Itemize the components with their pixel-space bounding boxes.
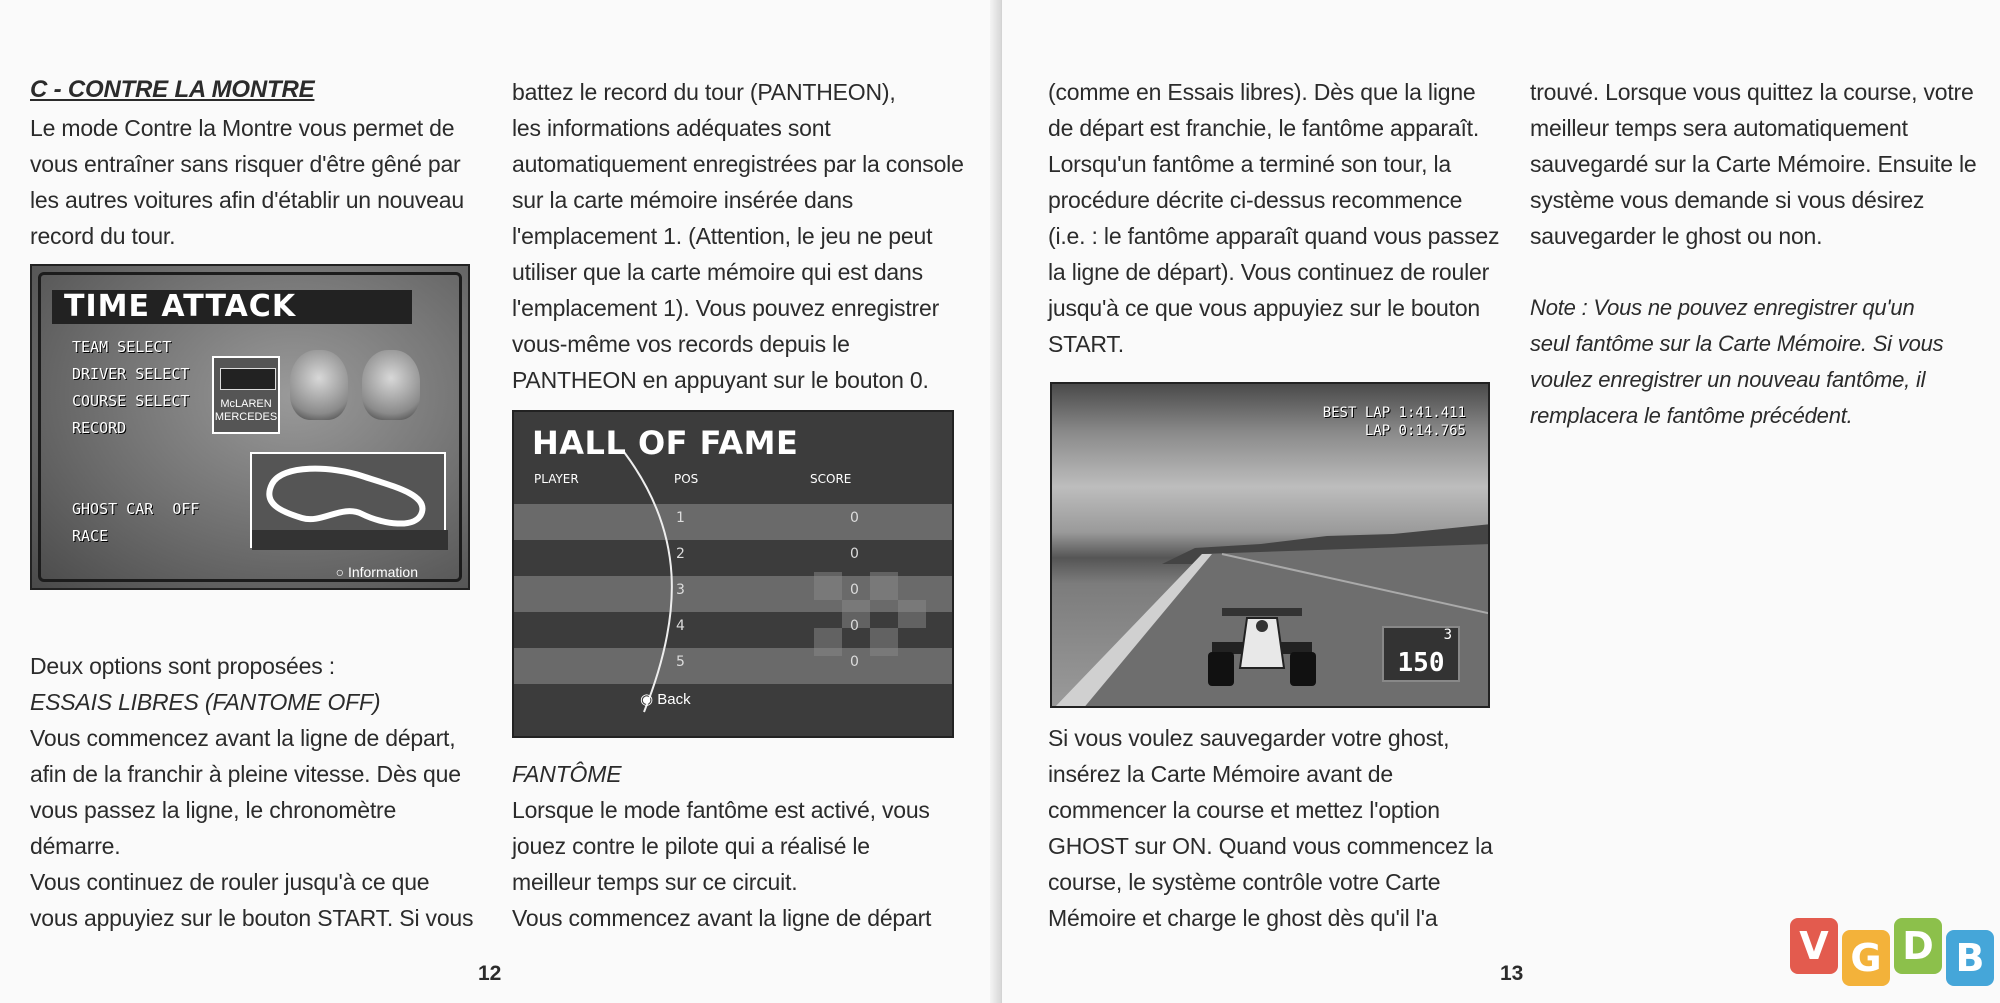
section-heading: C - CONTRE LA MONTRE	[30, 76, 315, 103]
pos-2: 2	[676, 546, 685, 562]
hall-of-fame-screenshot	[512, 410, 954, 738]
text-line: procédure décrite ci-dessus recommence	[1048, 187, 1463, 213]
text-line: système vous demande si vous désirez	[1530, 187, 1925, 213]
text-line: Si vous voulez sauvegarder votre ghost,	[1048, 725, 1450, 751]
text-line: automatiquement enregistrées par la console	[512, 151, 964, 177]
score-3: 0	[850, 582, 859, 598]
text-line: utiliser que la carte mémoire qui est dans	[512, 259, 923, 285]
race-car	[1202, 598, 1322, 688]
menu-driver-select: DRIVER SELECT	[72, 365, 190, 383]
column-2-bottom	[512, 756, 972, 936]
text-line: trouvé. Lorsque vous quittez la course, votre	[1530, 79, 1974, 105]
column-4	[1530, 74, 1990, 434]
page-number: 12	[478, 962, 502, 985]
essais-line: afin de la franchir à pleine vitesse. Dès que	[30, 761, 461, 787]
fantome-line: Lorsque le mode fantôme est activé, vous	[512, 797, 930, 823]
column-2	[512, 74, 972, 398]
text-line: GHOST sur ON. Quand vous commencez la	[1048, 833, 1493, 859]
fantome-heading: FANTÔME	[512, 761, 622, 787]
pos-5: 5	[676, 654, 685, 670]
note-line: seul fantôme sur la Carte Mémoire. Si vous	[1530, 331, 1944, 356]
essais-line: Vous commencez avant la ligne de départ,	[30, 725, 456, 751]
column-pos: POS	[674, 472, 699, 486]
pos-3: 3	[676, 582, 685, 598]
driver-portrait	[290, 350, 348, 420]
menu-course-select: COURSE SELECT	[72, 392, 190, 410]
logo-letter-b: B	[1946, 930, 1994, 986]
text-line: insérez la Carte Mémoire avant de	[1048, 761, 1393, 787]
time-attack-screenshot	[30, 264, 470, 590]
text-line: la ligne de départ). Vous continuez de rouler	[1048, 259, 1490, 285]
menu-race: RACE	[72, 527, 109, 545]
menu-record: RECORD	[72, 419, 127, 437]
logo-letter-d: D	[1894, 918, 1942, 974]
hall-of-fame-title: HALL OF FAME	[532, 424, 799, 462]
race-position: 3	[1443, 627, 1452, 643]
essais-line: vous passez la ligne, le chronomètre	[30, 797, 397, 823]
note-line: voulez enregistrer un nouveau fantôme, il	[1530, 367, 1926, 392]
intro-line: Le mode Contre la Montre vous permet de	[30, 115, 455, 141]
driver-portrait	[362, 350, 420, 420]
score-2: 0	[850, 546, 859, 562]
text-line: START.	[1048, 331, 1124, 357]
time-attack-title: TIME ATTACK	[52, 290, 412, 324]
text-line: l'emplacement 1. (Attention, le jeu ne peut	[512, 223, 933, 249]
logo-letter-v: V	[1790, 918, 1838, 974]
pos-1: 1	[676, 510, 685, 526]
text-line: battez le record du tour (PANTHEON),	[512, 79, 896, 105]
essais-line: Vous continuez de rouler jusqu'à ce que	[30, 869, 430, 895]
column-player: PLAYER	[534, 472, 579, 486]
essais-line: vous appuyiez sur le bouton START. Si vous	[30, 905, 474, 931]
note-line: Note : Vous ne pouvez enregistrer qu'un	[1530, 295, 1915, 320]
essais-heading: ESSAIS LIBRES (FANTOME OFF)	[30, 689, 381, 715]
left-page	[0, 0, 997, 1003]
fantome-line: Vous commencez avant la ligne de départ	[512, 905, 932, 931]
intro-line: vous entraîner sans risquer d'être gêné par	[30, 151, 461, 177]
text-line: sauvegarder le ghost ou non.	[1530, 223, 1823, 249]
text-line: sauvegardé sur la Carte Mémoire. Ensuite le	[1530, 151, 1977, 177]
intro-line: record du tour.	[30, 223, 176, 249]
text-line: sur la carte mémoire insérée dans	[512, 187, 854, 213]
text-line: course, le système contrôle votre Carte	[1048, 869, 1441, 895]
column-score: SCORE	[810, 472, 852, 486]
text-line: vous-même vos records depuis le	[512, 331, 850, 357]
options-intro: Deux options sont proposées :	[30, 653, 335, 679]
column-1	[30, 72, 480, 254]
score-4: 0	[850, 618, 859, 634]
text-line: Lorsqu'un fantôme a terminé son tour, la	[1048, 151, 1451, 177]
lap-times: BEST LAP 1:41.411 LAP 0:14.765	[1322, 405, 1466, 439]
ghost-value: OFF	[172, 500, 200, 518]
race-screenshot	[1050, 382, 1490, 708]
right-page	[1002, 0, 2000, 1003]
column-3-bottom	[1048, 720, 1508, 936]
text-line: les informations adéquates sont	[512, 115, 831, 141]
text-line: (i.e. : le fantôme apparaît quand vous passez	[1048, 223, 1500, 249]
track-map	[250, 452, 446, 548]
column-3	[1048, 74, 1508, 362]
fantome-line: meilleur temps sur ce circuit.	[512, 869, 798, 895]
back-hint: ◉ Back	[640, 691, 691, 708]
score-1: 0	[850, 510, 859, 526]
team-logo: McLAREN MERCEDES	[212, 356, 280, 434]
menu-ghost-car: GHOST CAR OFF	[72, 500, 200, 518]
intro-line: les autres voitures afin d'établir un nouveau	[30, 187, 464, 213]
text-line: l'emplacement 1). Vous pouvez enregistrer	[512, 295, 940, 321]
pos-4: 4	[676, 618, 685, 634]
fantome-line: jouez contre le pilote qui a réalisé le	[512, 833, 870, 859]
text-line: (comme en Essais libres). Dès que la ligne	[1048, 79, 1476, 105]
text-line: meilleur temps sera automatiquement	[1530, 115, 1908, 141]
text-line: commencer la course et mettez l'option	[1048, 797, 1440, 823]
score-5: 0	[850, 654, 859, 670]
page-number: 13	[1500, 962, 1524, 985]
menu-team-select: TEAM SELECT	[72, 338, 172, 356]
text-line: PANTHEON en appuyant sur le bouton 0.	[512, 367, 929, 393]
column-1-bottom	[30, 648, 480, 936]
text-line: de départ est franchie, le fantôme apparaît.	[1048, 115, 1480, 141]
text-line: jusqu'à ce que vous appuyiez sur le bouton	[1048, 295, 1481, 321]
logo-letter-g: G	[1842, 930, 1890, 986]
speedometer: 3 150	[1382, 626, 1460, 682]
information-hint: ○ Information	[335, 564, 418, 580]
note-line: remplacera le fantôme précédent.	[1530, 403, 1853, 428]
essais-line: démarre.	[30, 833, 121, 859]
text-line: Mémoire et charge le ghost dès qu'il l'a	[1048, 905, 1438, 931]
